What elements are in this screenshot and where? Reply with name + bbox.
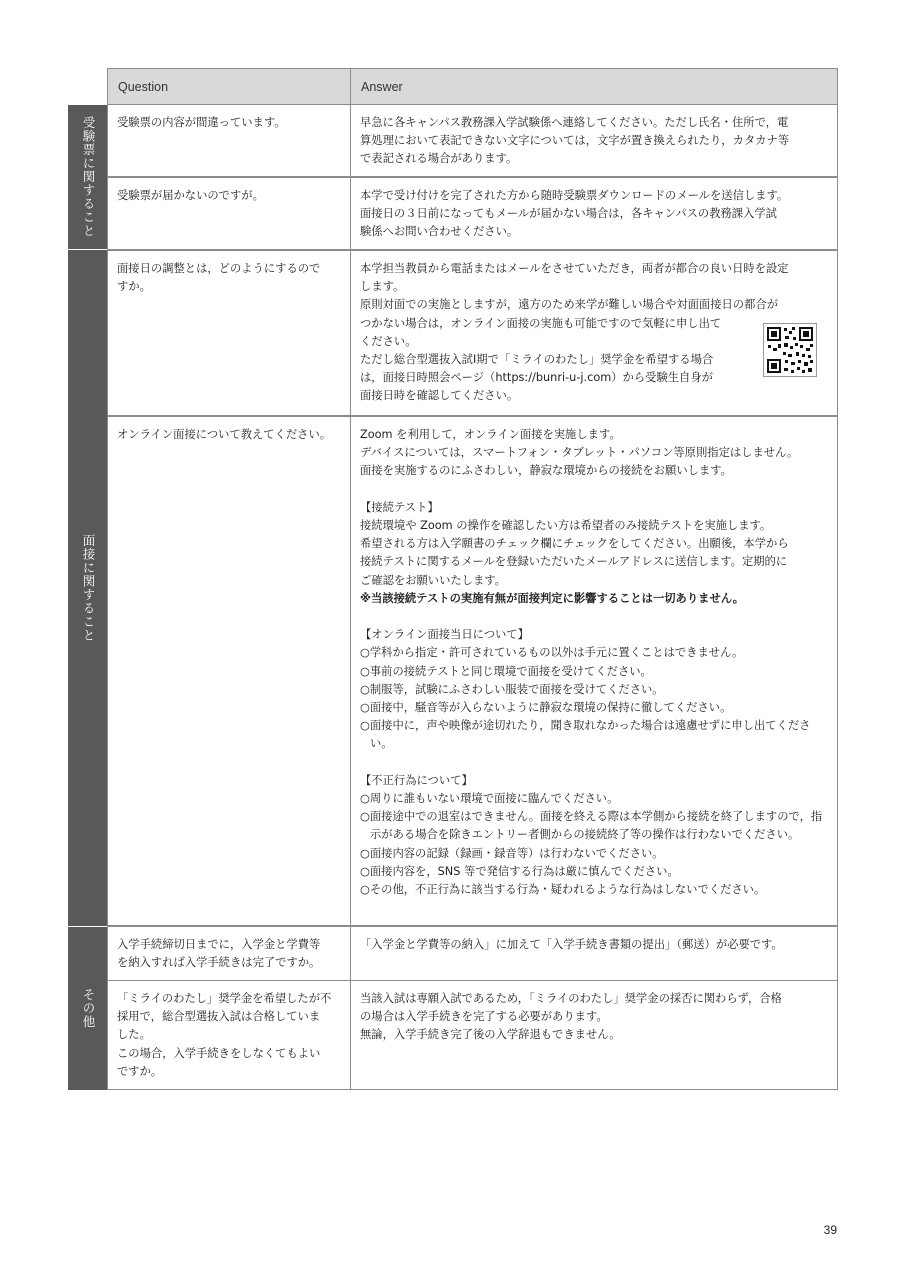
question-text: 入学手続締切日までに，入学金と学費等 を納入すれば入学手続きは完了ですか。 [117,938,321,970]
answer-cell [350,177,838,250]
category-label: 面接に関すること [81,534,96,642]
question-cell [107,250,351,416]
question-cell [107,926,351,981]
category-other [68,927,108,1090]
question-text: 受験票が届かないのですが。 [117,189,264,202]
question-column-header [107,68,351,105]
category-interview [68,250,108,927]
answer-text: 本学担当教員から電話またはメールをさせていただき，両者が都合の良い日時を設定 します。 原則対面での実施としますが，遠方のため来学が難しい場合や対面面接日の都合が つかない場合は，オンライン面接の実施も可能ですので気軽に申し出て ください。 ただし総合型選抜入試Ⅰ期で「ミライのわたし」奨学金を希望する場合 は，面接日時照会ページ（https://bunri-u-j.com）から受験生自身が 面接日時を確認してください。 [360,262,789,403]
category-label: その他 [81,988,96,1029]
answer-text: 本学で受け付けを完了された方から随時受験票ダウンロードのメールを送信します。 面接日の３日前になってもメールが届かない場合は，各キャンパスの教務課入学試 験係へお問い合わせください。 [360,189,789,239]
answer-cell [350,250,838,416]
page-number: 39 [823,1223,837,1237]
answer-text: 「入学金と学費等の納入」に加えて「入学手続き書類の提出」（郵送）が必要です。 [360,938,783,951]
answer-cell [350,926,838,981]
category-exam-ticket [68,105,108,250]
answer-text: Zoom を利用して，オンライン面接を実施します。 デバイスについては，スマートフォン・タブレット・パソコン等原則指定はしません。 面接を実施するのにふさわしい，静寂な環境からの接続をお願いします。 【接続テスト】 接続環境や Zoom の操作を確認したい方は希望者のみ接続テストを実施します。 希望される方は入学願書のチェック欄にチェックをしてください。出願後，本学から 接続テストに関するメールを登録いただいたメールアドレスに送信します。定期的に ご確認をお願いいたします。 ※当該接続テストの実施有無が面接判定に影響することは一切ありません。 【オンライン面接当日について】 ○学科から指定・許可されているもの以外は手元に置くことはできません。 ○事前の接続テストと同じ環境で面接を受けてください。 ○制服等，試験にふさわしい服装で面接を受けてください。 ○面接中，騒音等が入らないように静寂な環境の保持に徹してください。 ○面接中に，声や映像が途切れたり，聞き取れなかった場合は遠慮せずに申し出てください。 【不正行為について】 ○周りに誰もいない環境で面接に臨んでください。 ○面接途中での退室はできません。面接を終える際は本学側から接続を終了しますので，指示がある場合を除きエントリー者側からの接続終了等の操作は行わないでください。 ○面接内容の記録（録画・録音等）は行わないでください。 ○面接内容を，SNS 等で発信する行為は厳に慎んでください。 ○その他，不正行為に該当する行為・疑われるような行為はしないでください。 [360,426,829,899]
question-cell [107,416,351,926]
answer-text: 早急に各キャンパス教務課入学試験係へ連絡してください。ただし氏名・住所で，電 算処理において表記できない文字については，文字が置き換えられたり，カタカナ等 で表記される場合があります。 [360,116,790,166]
answer-cell [350,416,838,926]
question-text: 受験票の内容が間違っています。 [117,116,286,129]
question-header-label: Question [118,80,169,94]
question-text: 面接日の調整とは，どのようにするので すか。 [117,262,321,294]
notice-text: ※当該接続テストの実施有無が面接判定に影響することは一切ありません。 [360,591,745,605]
question-cell [107,104,351,177]
category-label: 受験票に関すること [81,116,96,238]
answer-column-header [350,68,838,105]
question-text: オンライン面接について教えてください。 [117,428,332,441]
answer-cell [350,980,838,1090]
question-cell [107,177,351,250]
answer-cell [350,104,838,177]
answer-header-label: Answer [361,80,403,94]
qr-code-icon[interactable] [763,323,817,377]
question-cell [107,980,351,1090]
answer-text: 当該入試は専願入試であるため，「ミライのわたし」奨学金の採否に関わらず，合格 の場合は入学手続きを完了する必要があります。 無論，入学手続き完了後の入学辞退もできません。 [360,992,782,1042]
question-text: 「ミライのわたし」奨学金を希望したが不 採用で，総合型選抜入試は合格していま した。 この場合，入学手続きをしなくてもよい ですか。 [117,992,332,1078]
